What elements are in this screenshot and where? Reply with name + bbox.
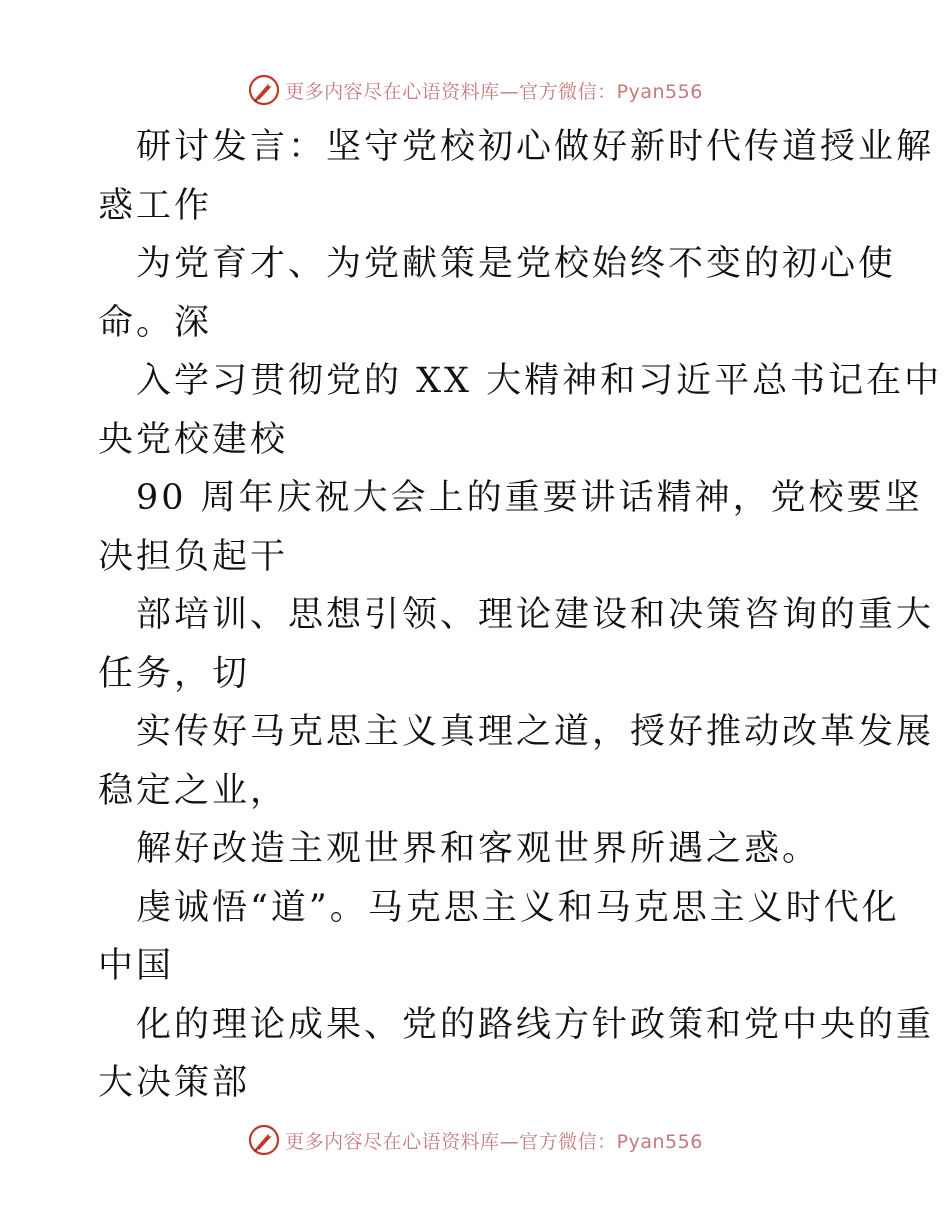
header-watermark-text: 更多内容尽在心语资料库—官方微信：Pyan556 [285, 80, 703, 103]
text-line-4: 命。深 [98, 302, 213, 343]
text-line-1: 研讨发言：坚守党校初心做好新时代传道授业解 [136, 127, 935, 167]
text-line-8: 决担负起干 [98, 536, 289, 577]
text-line-14: 虔诚悟“道”。马克思主义和马克思主义时代化 [136, 887, 900, 928]
text-line-10: 任务，切 [98, 653, 251, 694]
text-line-5: 入学习贯彻党的 XX 大精神和习近平总书记在中 [136, 361, 943, 401]
text-line-13: 解好改造主观世界和客观世界所遇之惑。 [136, 829, 821, 869]
footer-watermark-text: 更多内容尽在心语资料库—官方微信：Pyan556 [285, 1130, 703, 1153]
pen-logo-icon [247, 1123, 281, 1157]
text-line-15: 中国 [98, 946, 175, 986]
text-line-16: 化的理论成果、党的路线方针政策和党中央的重 [136, 1004, 935, 1045]
document-body [98, 118, 943, 1113]
text-line-2: 惑工作 [98, 185, 213, 226]
text-line-17: 大决策部 [98, 1063, 251, 1103]
text-line-6: 央党校建校 [98, 419, 289, 460]
text-line-3: 为党育才、为党献策是党校始终不变的初心使 [136, 244, 897, 284]
footer-watermark [0, 1120, 950, 1160]
text-line-12: 稳定之业， [98, 770, 289, 811]
text-line-7: 90 周年庆祝大会上的重要讲话精神，党校要坚 [136, 478, 923, 518]
header-watermark [0, 70, 950, 110]
text-line-11: 实传好马克思主义真理之道，授好推动改革发展 [136, 712, 935, 752]
pen-logo-icon [247, 73, 281, 107]
text-line-9: 部培训、思想引领、理论建设和决策咨询的重大 [136, 595, 935, 635]
